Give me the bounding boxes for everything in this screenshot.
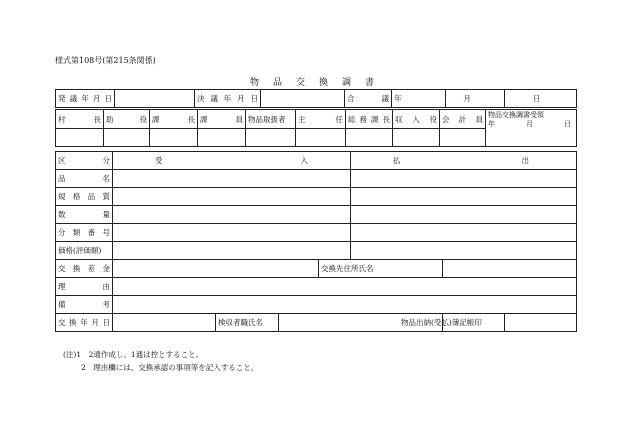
page-title: 物品交換調書 [249,78,388,88]
approval-table [55,109,577,147]
exchange-date-label: 交換年月日 [58,318,110,327]
payout-quantity-field[interactable] [351,206,577,224]
payout-item-name-field[interactable] [351,170,577,188]
ledger-seal-label: 物品出納(受払)簿記帳印 [401,318,482,327]
exchange-diff-field[interactable] [113,260,319,278]
received-label: 物品交換調書受領 [488,111,544,119]
general-affairs-chief-label: 総務課長 [348,114,390,124]
treasurer-seal-field[interactable] [393,129,440,147]
decision-date-label: 決議年月日 [197,94,258,103]
division-label: 区分 [58,156,110,165]
payout-price-field[interactable] [351,242,577,260]
deputy-label: 助役 [106,114,147,124]
notes [63,348,258,374]
receive-header: 受入 [155,156,308,165]
main-table [55,151,577,332]
received-day-label: 日 [564,120,571,128]
goods-handler-seal-field[interactable] [246,129,296,147]
chief-label: 主任 [298,114,343,124]
accountant-seal-field[interactable] [440,129,486,147]
payout-spec-field[interactable] [351,188,577,206]
chief-seal-field[interactable] [296,129,346,147]
treasurer-label: 収入役 [395,114,437,124]
item-name-label: 品名 [58,174,110,183]
section-chief-seal-field[interactable] [150,129,198,147]
goods-handler-label: 物品取扱者 [248,114,286,124]
section-chief-label: 課長 [152,114,195,124]
note-1: (注)1 2通作成し、1通は控とすること。 [63,350,204,359]
receive-classification-field[interactable] [113,224,351,242]
general-affairs-seal-field[interactable] [346,129,393,147]
note-2: 2 理由欄には、交換承認の事項等を記入すること。 [81,363,259,372]
decision-date-field[interactable] [261,90,345,108]
date-table [55,89,577,108]
day-label: 日 [532,94,541,103]
section-staff-label: 課員 [200,114,243,124]
section-staff-seal-field[interactable] [198,129,246,147]
quantity-label: 数量 [58,210,110,219]
year-label: 年 [394,94,402,103]
deputy-seal-field[interactable] [104,129,150,147]
pay-out-header: 払出 [393,156,529,165]
form-number: 様式第108号(第215条関係) [55,56,156,65]
month-label: 月 [463,94,471,103]
reason-label: 理由 [58,282,110,291]
receive-spec-field[interactable] [113,188,351,206]
classification-label: 分類番号 [58,228,110,237]
receive-item-name-field[interactable] [113,170,351,188]
ledger-seal-field[interactable] [505,314,577,332]
accountant-label: 会計員 [442,114,483,124]
received-month-label: 月 [526,120,533,128]
issue-date-field[interactable] [115,90,195,108]
receive-price-field[interactable] [113,242,351,260]
spec-label: 規格品質 [58,192,110,201]
reason-field[interactable] [113,278,577,296]
partner-label: 交換先住所氏名 [321,264,374,273]
receive-quantity-field[interactable] [113,206,351,224]
consultation-label: 合議 [347,94,389,103]
remarks-label: 備考 [58,300,110,309]
consultation-date-field[interactable] [392,90,541,108]
price-label: 価格(評価額) [58,246,102,255]
payout-classification-field[interactable] [351,224,577,242]
exchange-date-field[interactable] [113,314,216,332]
mayor-label: 村長 [58,114,101,124]
received-year-label: 年 [488,120,495,128]
exchange-diff-label: 交換差金 [58,264,110,273]
issue-date-label: 発議年月日 [58,94,112,103]
remarks-field[interactable] [113,296,577,314]
inspector-label: 検収者職氏名 [218,318,263,327]
mayor-seal-field[interactable] [56,129,104,147]
partner-field[interactable] [443,260,577,278]
